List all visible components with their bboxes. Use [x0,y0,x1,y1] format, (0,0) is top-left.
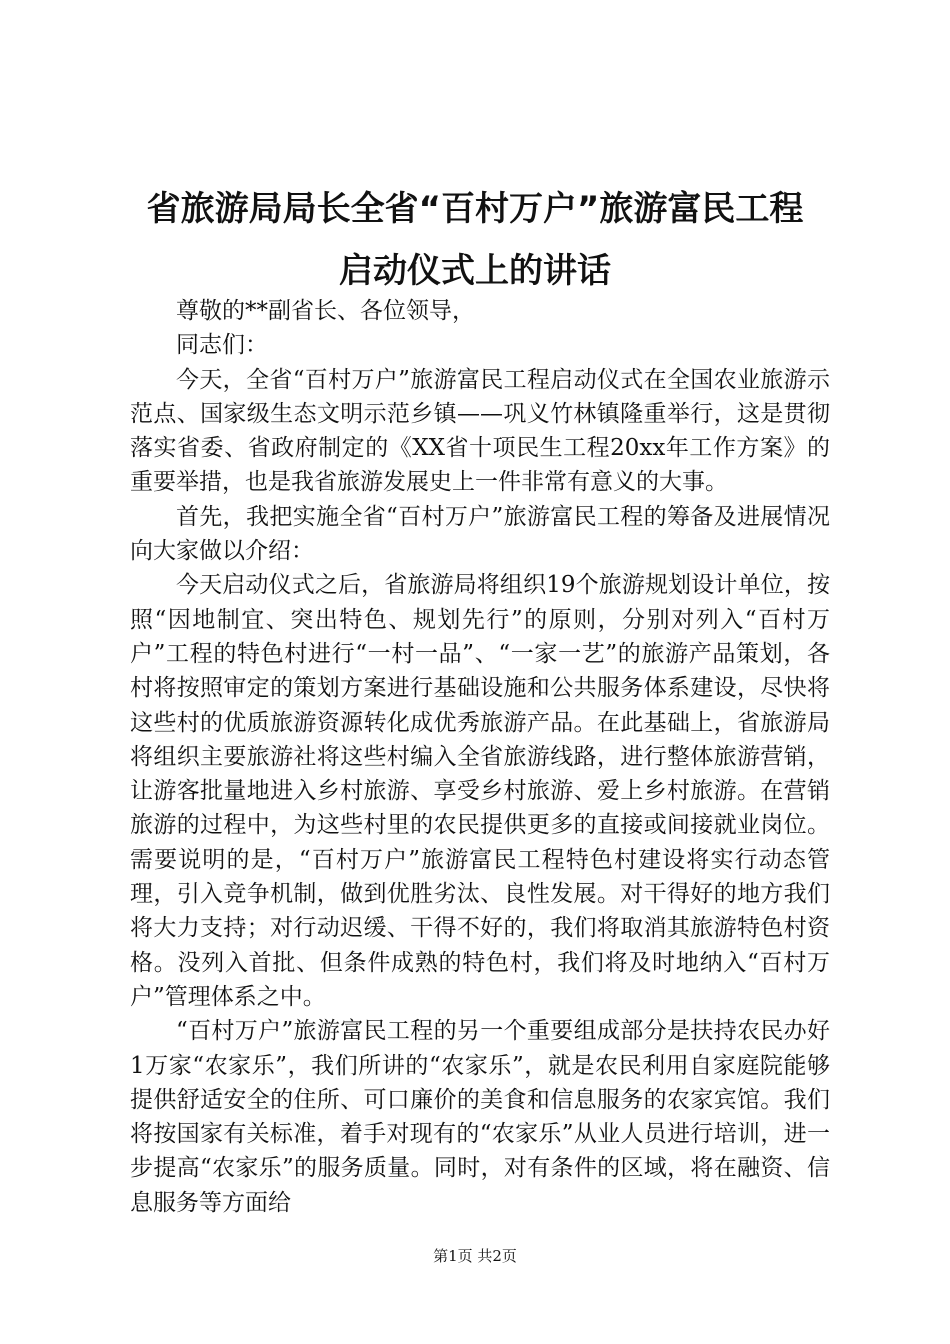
salutation-comrades: 同志们： [176,332,268,359]
page-number-footer: 第1页 共2页 [433,1247,517,1265]
document-title-line-1: 省旅游局局长全省“百村万户”旅游富民工程 [146,189,804,229]
paragraph-introduction: 首先，我把实施全省“百村万户”旅游富民工程的筹备及进展情况向大家做以介绍： [130,503,830,565]
salutation-leaders: 尊敬的**副省长、各位领导， [176,298,475,324]
document-title-line-2: 启动仪式上的讲话 [339,251,611,291]
paragraph-plan-details: 今天启动仪式之后，省旅游局将组织19个旅游规划设计单位，按照“因地制宜、突出特色、规划先行”的原则，分别对列入“百村万户”工程的特色村进行“一村一品”、“一家一艺”的旅游产品策划，各村将按照审定的策划方案进行基础设施和公共服务体系建设，尽快将这些村的优质旅游资源转化成优秀旅游产品。在此基础上，省旅游局将组织主要旅游社将这些村编入全省旅游线路，进行整体旅游营销，让游客批量地进入乡村旅游、享受乡村旅游、爱上乡村旅游。在营销旅游的过程中，为这些村里的农民提供更多的直接或间接就业岗位。需要说明的是，“百村万户”旅游富民工程特色村建设将实行动态管理，引入竞争机制，做到优胜劣汰、良性发展。对干得好的地方我们将大力支持；对行动迟缓、干得不好的，我们将取消其旅游特色村资格。没列入首批、但条件成熟的特色村，我们将及时地纳入“百村万户”管理体系之中。 [130,572,830,1010]
paragraph-opening: 今天，全省“百村万户”旅游富民工程启动仪式在全国农业旅游示范点、国家级生态文明示范乡镇——巩义竹林镇隆重举行，这是贯彻落实省委、省政府制定的《XX省十项民生工程20xx年工作方案》的重要举措，也是我省旅游发展史上一件非常有意义的大事。 [130,366,830,496]
paragraph-farmhouse-support: “百村万户”旅游富民工程的另一个重要组成部分是扶持农民办好1万家“农家乐”，我们所讲的“农家乐”，就是农民利用自家庭院能够提供舒适安全的住所、可口廉价的美食和信息服务的农家宾馆。我们将按国家有关标准，着手对现有的“农家乐”从业人员进行培训，进一步提高“农家乐”的服务质量。同时，对有条件的区域，将在融资、信息服务等方面给 [130,1018,830,1216]
document-body [130,294,830,1220]
